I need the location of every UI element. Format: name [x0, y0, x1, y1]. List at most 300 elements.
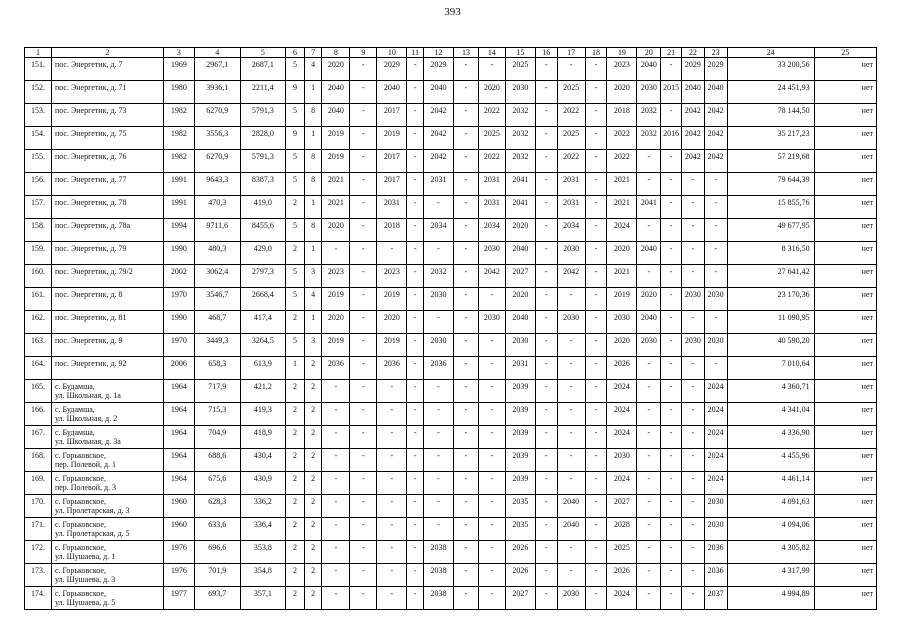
row-number-cell: 151.: [25, 58, 52, 81]
table-cell: 1: [304, 81, 322, 104]
column-number-cell: 17: [557, 48, 585, 58]
column-number-cell: 7: [304, 48, 322, 58]
table-cell: -: [557, 288, 585, 311]
table-cell: -: [535, 104, 557, 127]
table-cell: -: [661, 311, 682, 334]
table-cell: -: [661, 564, 682, 587]
table-cell: 2038: [423, 541, 453, 564]
table-cell: 336,4: [240, 518, 286, 541]
column-number-cell: 16: [535, 48, 557, 58]
table-cell: -: [661, 58, 682, 81]
table-cell: -: [637, 564, 661, 587]
table-cell: -: [377, 426, 407, 449]
table-cell: 2030: [557, 587, 585, 610]
table-cell: 1980: [163, 81, 194, 104]
table-cell: 2042: [423, 104, 453, 127]
table-cell: 2040: [637, 242, 661, 265]
table-cell: 2032: [423, 265, 453, 288]
table-cell: -: [350, 334, 377, 357]
table-cell: 2019: [322, 334, 350, 357]
table-cell: 6270,9: [194, 150, 240, 173]
table-cell: 2: [286, 495, 305, 518]
table-cell: 3: [304, 265, 322, 288]
table-cell: -: [322, 495, 350, 518]
cost-cell: 4 455,96: [727, 449, 814, 472]
table-cell: 2038: [423, 587, 453, 610]
table-cell: -: [350, 403, 377, 426]
table-cell: 2034: [557, 219, 585, 242]
table-cell: 2031: [377, 196, 407, 219]
row-number-cell: 157.: [25, 196, 52, 219]
address-cell: с. Горьковское, ул. Пролетарская, д. 3: [51, 495, 163, 518]
table-cell: 2020: [505, 219, 535, 242]
table-cell: -: [377, 380, 407, 403]
table-cell: -: [557, 58, 585, 81]
table-row: [25, 127, 877, 150]
table-cell: 2039: [505, 380, 535, 403]
table-cell: 2031: [557, 173, 585, 196]
table-cell: 2016: [661, 127, 682, 150]
table-cell: 3062,4: [194, 265, 240, 288]
column-number-cell: 1: [25, 48, 52, 58]
table-cell: 2022: [557, 104, 585, 127]
table-cell: -: [350, 564, 377, 587]
table-cell: 5: [286, 334, 305, 357]
table-cell: -: [350, 104, 377, 127]
table-cell: 2002: [163, 265, 194, 288]
column-number-cell: 14: [478, 48, 505, 58]
row-number-cell: 170.: [25, 495, 52, 518]
cost-cell: 24 451,93: [727, 81, 814, 104]
table-cell: 628,3: [194, 495, 240, 518]
table-cell: -: [557, 564, 585, 587]
table-cell: 2038: [423, 564, 453, 587]
column-number-cell: 12: [423, 48, 453, 58]
table-cell: 2042: [704, 127, 727, 150]
table-cell: 468,7: [194, 311, 240, 334]
table-cell: 2034: [478, 219, 505, 242]
table-cell: -: [704, 219, 727, 242]
table-cell: 1: [286, 357, 305, 380]
table-cell: 2024: [607, 219, 637, 242]
table-cell: 2040: [681, 81, 704, 104]
cost-cell: 40 590,20: [727, 334, 814, 357]
flag-cell: нет: [814, 311, 876, 334]
table-cell: 2040: [322, 104, 350, 127]
table-cell: -: [423, 449, 453, 472]
table-cell: 1: [304, 242, 322, 265]
flag-cell: нет: [814, 219, 876, 242]
table-cell: -: [535, 403, 557, 426]
table-cell: 2021: [322, 196, 350, 219]
flag-cell: нет: [814, 357, 876, 380]
table-cell: 2022: [478, 150, 505, 173]
address-cell: с. Горьковское, ул. Шушаева, д. 5: [51, 587, 163, 610]
table-cell: 336,2: [240, 495, 286, 518]
table-cell: -: [681, 311, 704, 334]
column-number-cell: 25: [814, 48, 876, 58]
table-cell: -: [681, 403, 704, 426]
table-cell: -: [407, 449, 424, 472]
flag-cell: нет: [814, 104, 876, 127]
table-cell: -: [423, 380, 453, 403]
table-cell: -: [478, 403, 505, 426]
cost-cell: 4 091,63: [727, 495, 814, 518]
table-cell: 2042: [681, 150, 704, 173]
table-cell: 633,6: [194, 518, 240, 541]
table-cell: -: [407, 495, 424, 518]
table-cell: -: [322, 403, 350, 426]
table-cell: -: [377, 564, 407, 587]
table-cell: 2024: [607, 380, 637, 403]
table-cell: -: [535, 58, 557, 81]
table-cell: 2031: [505, 357, 535, 380]
table-cell: 2: [286, 242, 305, 265]
table-cell: -: [637, 426, 661, 449]
table-cell: 3: [304, 334, 322, 357]
table-cell: 5791,3: [240, 150, 286, 173]
table-cell: 2: [286, 472, 305, 495]
table-cell: -: [322, 472, 350, 495]
address-cell: пос. Энергетик, д. 79/2: [51, 265, 163, 288]
column-number-cell: 6: [286, 48, 305, 58]
table-cell: 2042: [423, 127, 453, 150]
table-cell: 2019: [322, 150, 350, 173]
table-cell: -: [478, 334, 505, 357]
table-cell: 2024: [607, 403, 637, 426]
table-cell: 2030: [505, 334, 535, 357]
table-cell: -: [322, 518, 350, 541]
table-cell: 1976: [163, 541, 194, 564]
table-cell: 2019: [377, 127, 407, 150]
table-row: [25, 173, 877, 196]
table-cell: 2: [286, 518, 305, 541]
table-cell: 2: [304, 472, 322, 495]
table-cell: -: [637, 472, 661, 495]
table-cell: 8: [304, 104, 322, 127]
table-cell: -: [535, 357, 557, 380]
table-cell: -: [350, 173, 377, 196]
table-row: [25, 564, 877, 587]
table-cell: -: [637, 587, 661, 610]
table-cell: -: [681, 587, 704, 610]
table-cell: 3546,7: [194, 288, 240, 311]
table-cell: 1: [304, 311, 322, 334]
address-cell: пос. Энергетик, д. 78а: [51, 219, 163, 242]
table-cell: -: [535, 173, 557, 196]
address-cell: с. Будамша, ул. Школьная, д. 3а: [51, 426, 163, 449]
table-cell: 2042: [557, 265, 585, 288]
column-number-cell: 8: [322, 48, 350, 58]
table-cell: -: [535, 150, 557, 173]
table-cell: 2026: [607, 357, 637, 380]
table-cell: -: [704, 311, 727, 334]
table-cell: -: [407, 58, 424, 81]
table-cell: -: [661, 541, 682, 564]
table-cell: 419,3: [240, 403, 286, 426]
table-cell: 8387,3: [240, 173, 286, 196]
table-row: [25, 357, 877, 380]
address-cell: с. Горьковское, пер. Полевой, д. 3: [51, 472, 163, 495]
table-cell: 2020: [637, 288, 661, 311]
table-row: [25, 449, 877, 472]
table-cell: 2031: [423, 173, 453, 196]
table-cell: 354,8: [240, 564, 286, 587]
table-cell: 2828,0: [240, 127, 286, 150]
table-cell: 2024: [704, 380, 727, 403]
table-cell: 5: [286, 173, 305, 196]
flag-cell: нет: [814, 288, 876, 311]
table-cell: -: [350, 150, 377, 173]
table-cell: -: [407, 104, 424, 127]
page-number: 393: [444, 6, 461, 18]
table-cell: 417,4: [240, 311, 286, 334]
table-cell: 2036: [322, 357, 350, 380]
table-cell: -: [704, 357, 727, 380]
row-number-cell: 171.: [25, 518, 52, 541]
address-cell: пос. Энергетик, д. 9: [51, 334, 163, 357]
table-cell: 2018: [607, 104, 637, 127]
flag-cell: нет: [814, 380, 876, 403]
flag-cell: нет: [814, 58, 876, 81]
table-cell: 2023: [607, 58, 637, 81]
table-cell: 2017: [377, 173, 407, 196]
address-cell: пос. Энергетик, д. 75: [51, 127, 163, 150]
table-cell: -: [585, 265, 607, 288]
table-cell: -: [535, 311, 557, 334]
table-cell: -: [454, 104, 479, 127]
address-cell: пос. Энергетик, д. 78: [51, 196, 163, 219]
table-cell: -: [478, 541, 505, 564]
table-cell: 353,8: [240, 541, 286, 564]
cost-cell: 4 317,99: [727, 564, 814, 587]
table-cell: 1969: [163, 58, 194, 81]
table-cell: -: [661, 334, 682, 357]
row-number-cell: 154.: [25, 127, 52, 150]
row-number-cell: 167.: [25, 426, 52, 449]
table-cell: 2: [304, 587, 322, 610]
table-cell: 2020: [607, 334, 637, 357]
table-cell: -: [478, 58, 505, 81]
table-cell: 2: [286, 311, 305, 334]
column-number-cell: 18: [585, 48, 607, 58]
table-row: [25, 265, 877, 288]
table-row: [25, 334, 877, 357]
table-cell: 2040: [637, 58, 661, 81]
table-cell: -: [478, 518, 505, 541]
table-cell: -: [350, 357, 377, 380]
table-cell: -: [681, 541, 704, 564]
column-number-cell: 19: [607, 48, 637, 58]
table-cell: 2041: [505, 173, 535, 196]
table-cell: 2042: [423, 150, 453, 173]
table-row: [25, 495, 877, 518]
table-cell: -: [661, 449, 682, 472]
table-cell: 2042: [704, 104, 727, 127]
table-cell: 2040: [557, 495, 585, 518]
table-cell: 2020: [607, 81, 637, 104]
flag-cell: нет: [814, 564, 876, 587]
table-cell: -: [350, 311, 377, 334]
table-row: [25, 472, 877, 495]
table-cell: -: [423, 196, 453, 219]
table-cell: -: [585, 403, 607, 426]
table-cell: 2030: [607, 311, 637, 334]
row-number-cell: 153.: [25, 104, 52, 127]
table-cell: 2023: [377, 265, 407, 288]
table-cell: 2211,4: [240, 81, 286, 104]
table-cell: 675,6: [194, 472, 240, 495]
table-cell: 2022: [607, 127, 637, 150]
table-cell: -: [681, 357, 704, 380]
table-cell: 2020: [505, 288, 535, 311]
table-cell: -: [454, 380, 479, 403]
table-row: [25, 288, 877, 311]
table-row: [25, 311, 877, 334]
table-cell: -: [377, 587, 407, 610]
table-cell: -: [585, 196, 607, 219]
flag-cell: нет: [814, 449, 876, 472]
row-number-cell: 163.: [25, 334, 52, 357]
table-cell: -: [478, 472, 505, 495]
table-cell: 2020: [377, 311, 407, 334]
table-cell: 2042: [704, 150, 727, 173]
table-cell: 1991: [163, 173, 194, 196]
table-cell: -: [377, 541, 407, 564]
column-number-cell: 11: [407, 48, 424, 58]
table-cell: 8: [304, 219, 322, 242]
table-cell: 658,3: [194, 357, 240, 380]
table-cell: 2017: [377, 150, 407, 173]
table-cell: 2032: [505, 150, 535, 173]
table-cell: -: [454, 81, 479, 104]
row-number-cell: 169.: [25, 472, 52, 495]
table-cell: 6270,9: [194, 104, 240, 127]
table-cell: 2: [304, 380, 322, 403]
table-cell: 2: [304, 541, 322, 564]
table-cell: -: [454, 334, 479, 357]
table-cell: 2019: [322, 288, 350, 311]
table-cell: -: [350, 449, 377, 472]
table-cell: -: [681, 472, 704, 495]
cost-cell: 23 170,36: [727, 288, 814, 311]
flag-cell: нет: [814, 587, 876, 610]
cost-cell: 49 677,95: [727, 219, 814, 242]
table-row: [25, 518, 877, 541]
table-cell: -: [454, 288, 479, 311]
table-cell: 2026: [505, 541, 535, 564]
table-cell: -: [423, 242, 453, 265]
table-cell: 2029: [377, 58, 407, 81]
column-number-cell: 22: [681, 48, 704, 58]
table-cell: -: [661, 403, 682, 426]
table-cell: -: [407, 403, 424, 426]
table-cell: -: [637, 150, 661, 173]
table-cell: 1982: [163, 127, 194, 150]
table-cell: 2018: [377, 219, 407, 242]
table-cell: 9: [286, 127, 305, 150]
table-cell: 9643,3: [194, 173, 240, 196]
table-cell: 1964: [163, 403, 194, 426]
flag-cell: нет: [814, 495, 876, 518]
table-cell: -: [454, 196, 479, 219]
table-cell: 418,9: [240, 426, 286, 449]
table-cell: -: [407, 150, 424, 173]
table-cell: 1977: [163, 587, 194, 610]
table-cell: 2031: [557, 196, 585, 219]
table-row: [25, 81, 877, 104]
table-cell: 2024: [704, 426, 727, 449]
table-cell: -: [681, 242, 704, 265]
row-number-cell: 152.: [25, 81, 52, 104]
table-cell: 5: [286, 150, 305, 173]
address-cell: пос. Энергетик, д. 77: [51, 173, 163, 196]
table-cell: -: [407, 587, 424, 610]
table-cell: 2040: [322, 81, 350, 104]
column-number-cell: 20: [637, 48, 661, 58]
table-cell: -: [454, 173, 479, 196]
table-cell: 704,9: [194, 426, 240, 449]
table-cell: -: [535, 518, 557, 541]
table-row: [25, 587, 877, 610]
address-cell: пос. Энергетик, д. 81: [51, 311, 163, 334]
row-number-cell: 161.: [25, 288, 52, 311]
table-cell: -: [423, 472, 453, 495]
table-cell: -: [454, 311, 479, 334]
table-cell: 4: [304, 288, 322, 311]
table-cell: 2: [304, 564, 322, 587]
table-cell: -: [377, 495, 407, 518]
table-cell: 2: [304, 518, 322, 541]
table-cell: 715,3: [194, 403, 240, 426]
cost-cell: 4 305,82: [727, 541, 814, 564]
table-cell: 1964: [163, 472, 194, 495]
flag-cell: нет: [814, 518, 876, 541]
table-cell: -: [681, 449, 704, 472]
table-cell: 2006: [163, 357, 194, 380]
table-cell: -: [681, 495, 704, 518]
table-cell: -: [407, 265, 424, 288]
row-number-cell: 162.: [25, 311, 52, 334]
table-cell: -: [585, 81, 607, 104]
table-cell: -: [661, 196, 682, 219]
table-cell: 613,9: [240, 357, 286, 380]
flag-cell: нет: [814, 403, 876, 426]
table-cell: -: [535, 541, 557, 564]
table-cell: 1976: [163, 564, 194, 587]
table-cell: -: [350, 58, 377, 81]
table-cell: 2040: [704, 81, 727, 104]
table-cell: -: [637, 449, 661, 472]
table-cell: -: [407, 472, 424, 495]
table-cell: 2027: [505, 265, 535, 288]
table-cell: -: [423, 518, 453, 541]
flag-cell: нет: [814, 541, 876, 564]
table-cell: 2030: [704, 518, 727, 541]
table-cell: -: [681, 380, 704, 403]
table-cell: -: [585, 104, 607, 127]
table-cell: 2036: [704, 541, 727, 564]
table-cell: -: [585, 380, 607, 403]
table-cell: -: [637, 403, 661, 426]
table-cell: 2028: [607, 518, 637, 541]
column-number-cell: 10: [377, 48, 407, 58]
table-cell: 2024: [704, 403, 727, 426]
address-cell: с. Горьковское, ул. Шушаева, д. 3: [51, 564, 163, 587]
table-cell: -: [681, 196, 704, 219]
table-cell: -: [423, 311, 453, 334]
table-cell: 2: [304, 449, 322, 472]
